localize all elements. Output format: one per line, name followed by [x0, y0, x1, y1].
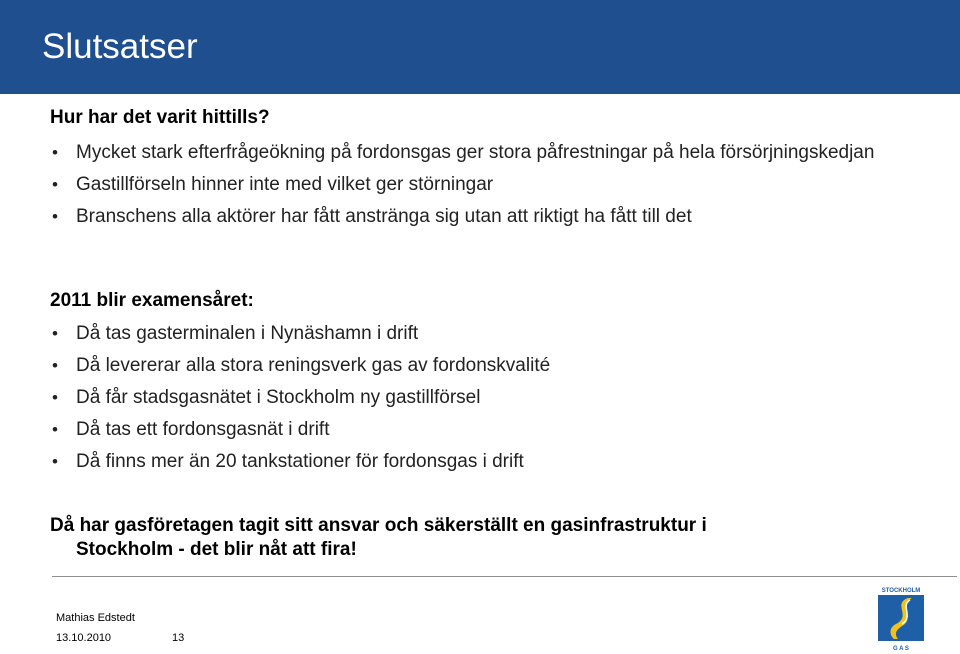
bullet-icon: • — [52, 420, 58, 439]
logo-bottom-text: G A S — [893, 646, 909, 652]
list-item: • Mycket stark efterfrågeökning på fordonsgas ger stora påfrestningar på hela försörjningskedjan — [52, 142, 875, 163]
footer-divider — [52, 576, 957, 577]
bullet-list-history — [50, 141, 910, 237]
logo-top-text: STOCKHOLM — [881, 588, 921, 594]
conclusion-line-1: Då har gasföretagen tagit sitt ansvar och säkerställt en gasinfrastruktur i — [50, 515, 707, 536]
list-item: • Då tas ett fordonsgasnät i drift — [52, 419, 330, 440]
bullet-icon: • — [52, 356, 58, 375]
list-item: • Då tas gasterminalen i Nynäshamn i drift — [52, 323, 419, 344]
page-number: 13 — [172, 632, 185, 644]
stockholm-gas-logo-icon — [874, 586, 928, 652]
conclusion-line-2: Stockholm - det blir nåt att fira! — [76, 539, 357, 560]
bullet-icon: • — [52, 452, 58, 471]
footer-author: Mathias Edstedt — [56, 612, 135, 624]
bullet-icon: • — [52, 207, 58, 226]
section-heading-2011: 2011 blir examensåret: — [50, 290, 254, 311]
bullet-list-2011 — [50, 322, 910, 482]
list-item: • Då finns mer än 20 tankstationer för fordonsgas i drift — [52, 451, 524, 472]
footer-date: 13.10.2010 — [56, 632, 112, 644]
list-item: • Då får stadsgasnätet i Stockholm ny gastillförsel — [52, 387, 481, 408]
conclusion-text — [50, 514, 850, 562]
section-heading-history: Hur har det varit hittills? — [50, 107, 270, 128]
bullet-icon: • — [52, 143, 58, 162]
slide-title: Slutsatser — [42, 27, 198, 66]
bullet-icon: • — [52, 388, 58, 407]
title-bar — [0, 0, 960, 94]
list-item: • Gastillförseln hinner inte med vilket ger störningar — [52, 174, 494, 195]
bullet-icon: • — [52, 175, 58, 194]
bullet-icon: • — [52, 324, 58, 343]
list-item: • Då levererar alla stora reningsverk gas av fordonskvalité — [52, 355, 551, 376]
list-item: • Branschens alla aktörer har fått anstränga sig utan att riktigt ha fått till det — [52, 206, 692, 227]
logo-square — [878, 595, 924, 641]
